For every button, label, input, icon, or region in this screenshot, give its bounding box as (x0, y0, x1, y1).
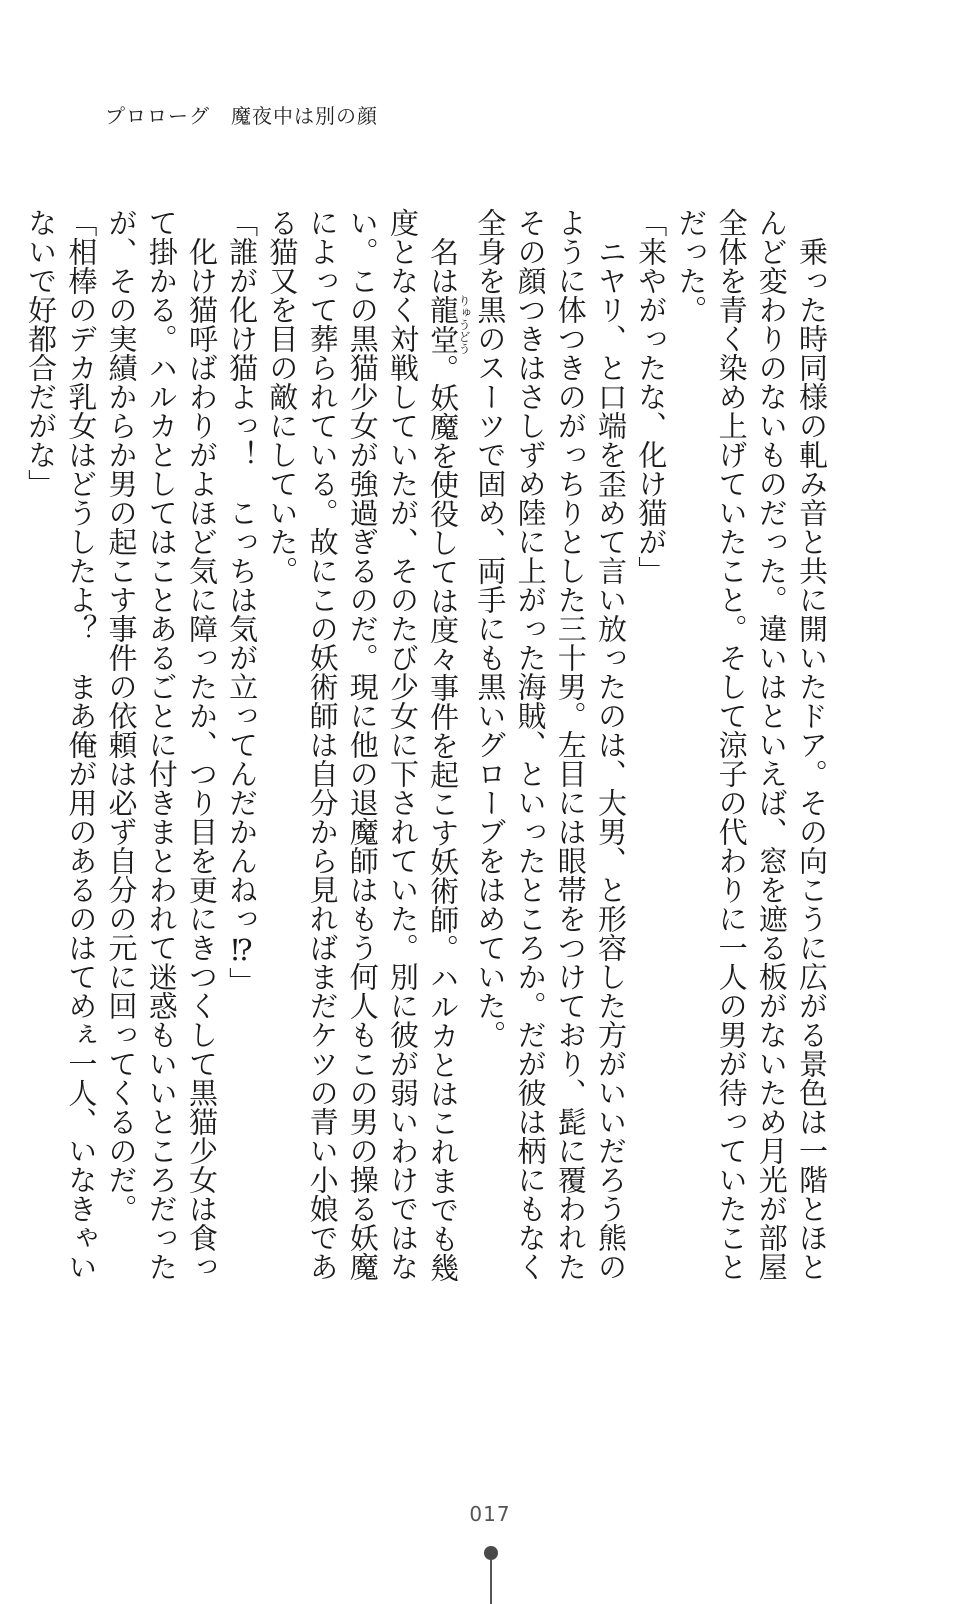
chapter-title: プロローグ 魔夜中は別の顔 (105, 104, 378, 128)
dialogue-1: 「来やがったな、化け猫が」 (634, 208, 669, 585)
folio-ornament-icon (484, 1546, 498, 1604)
folio-line (490, 1560, 492, 1604)
paragraph-4: 化け猫呼ばわりがよほど気に障ったか、つり目を更にきつくして黒猫少女は食って掛かる。ハルカとしてはことあるごとに付きまとわれて迷惑もいいところだったが、その実績からか男の起こす事件の依頼は必ず自分の元に回ってくるのだ。 (104, 208, 219, 1281)
paragraph-1: 乗った時同様の軋み音と共に開いたドア。その向こうに広がる景色は一階とほとんど変わりのないものだった。違いはといえば、窓を遮る板がないため月光が部屋全体を青く染め上げていたこと。そして涼子の代わりに一人の男が待っていたことだった。 (674, 208, 829, 1281)
ruby-annotation (426, 294, 472, 355)
paragraph-3: 名は龍堂りゅうどう。妖魔を使役しては度々事件を起こす妖術師。ハルカとはこれまでも幾度となく対戦していたが、そのたび少女に下されていた。別に彼が弱いわけではない。この黒猫少女が強過ぎるのだ。現に他の退魔師はもう何人もこの男の操る妖魔によって葬られている。故にこの妖術師は自分から見ればまだケツの青い小娘である猫又を目の敵にしていた。 (265, 208, 472, 1282)
dialogue-3: 「相棒のデカ乳女はどうしたよ？ まあ俺が用のあるのはてめぇ一人、いなきゃいないで好都合だがな」 (24, 208, 99, 1281)
page-number: 017 (469, 1502, 511, 1526)
body-text (21, 208, 832, 1288)
ruby-reading: りゅうどう (457, 294, 472, 355)
dialogue-2: 「誰が化け猫よっ！ こっちは気が立ってんだかんねっ⁉」 (225, 208, 260, 996)
folio-dot (484, 1546, 498, 1560)
paragraph-2: ニヤリ、と口端を歪めて言い放ったのは、大男、と形容した方がいいだろう熊のように体つきのがっちりとした三十男。左目には眼帯をつけており、髭に覆われたその顔つきはさしずめ陸に上がった海賊、といったところか。だが彼は柄にもなく全身を黒のスーツで固め、両手にも黒いグローブをはめていた。 (473, 208, 628, 1281)
ruby-base: 龍堂 (426, 294, 461, 355)
